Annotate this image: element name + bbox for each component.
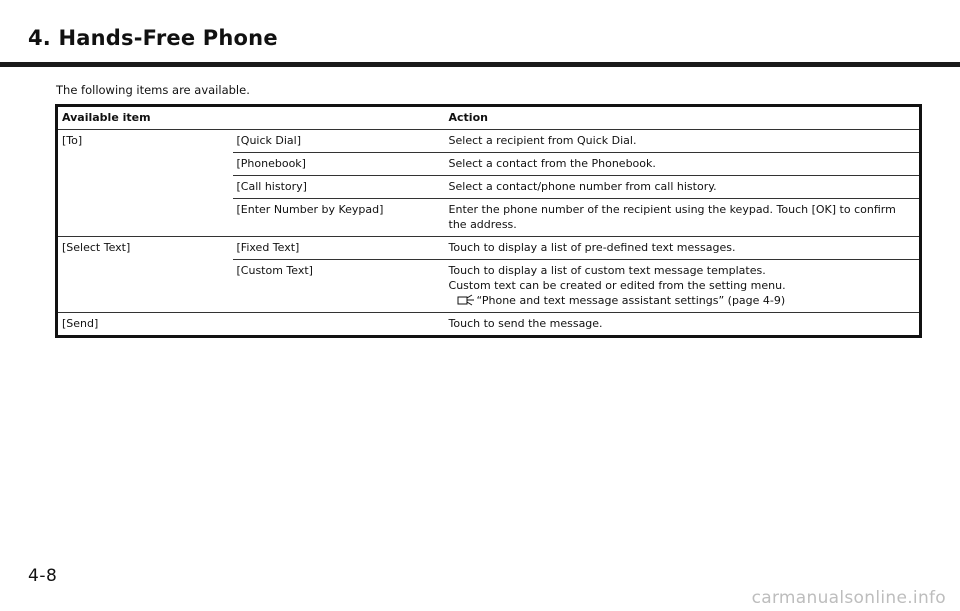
action-line: Custom text can be created or edited from the setting menu. bbox=[448, 279, 786, 292]
action-cell: Select a contact from the Phonebook. bbox=[445, 153, 921, 176]
title-rule bbox=[0, 62, 960, 67]
table-header-row bbox=[57, 106, 921, 130]
header-action: Action bbox=[445, 106, 921, 130]
table-row bbox=[57, 237, 921, 260]
page-title: 4. Hands-Free Phone bbox=[28, 26, 278, 50]
available-items-table bbox=[55, 104, 922, 338]
group-label-send: [Send] bbox=[57, 313, 445, 337]
item-cell: [Call history] bbox=[233, 176, 445, 199]
page-number: 4-8 bbox=[28, 566, 58, 586]
item-cell: [Custom Text] bbox=[233, 260, 445, 313]
action-cell: Touch to display a list of pre-defined text messages. bbox=[445, 237, 921, 260]
action-cell: Enter the phone number of the recipient using the keypad. Touch [OK] to confirm the address. bbox=[445, 199, 921, 237]
header-available-item: Available item bbox=[57, 106, 445, 130]
group-label-select-text: [Select Text] bbox=[57, 237, 233, 313]
reference-pointer-icon bbox=[457, 294, 475, 306]
action-line: Touch to display a list of custom text message templates. bbox=[448, 264, 766, 277]
table-row bbox=[57, 313, 921, 337]
action-cell: Touch to send the message. bbox=[445, 313, 921, 337]
action-cell bbox=[445, 260, 921, 313]
action-cell: Select a contact/phone number from call history. bbox=[445, 176, 921, 199]
table-row bbox=[57, 130, 921, 153]
intro-text: The following items are available. bbox=[56, 83, 250, 97]
item-cell: [Fixed Text] bbox=[233, 237, 445, 260]
watermark: carmanualsonline.info bbox=[751, 588, 946, 608]
group-label-to: [To] bbox=[57, 130, 233, 237]
page-reference[interactable] bbox=[449, 293, 916, 308]
item-cell: [Enter Number by Keypad] bbox=[233, 199, 445, 237]
reference-text: “Phone and text message assistant settings” (page 4-9) bbox=[476, 294, 786, 307]
item-cell: [Phonebook] bbox=[233, 153, 445, 176]
item-cell: [Quick Dial] bbox=[233, 130, 445, 153]
action-cell: Select a recipient from Quick Dial. bbox=[445, 130, 921, 153]
